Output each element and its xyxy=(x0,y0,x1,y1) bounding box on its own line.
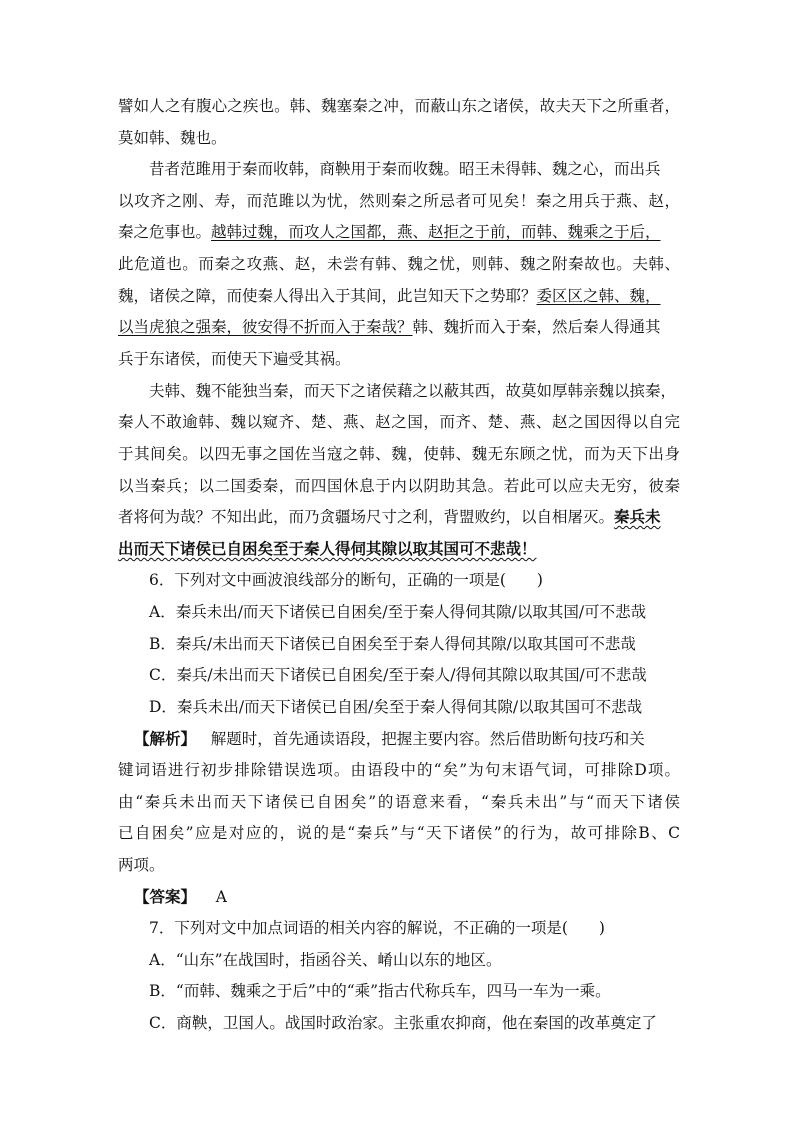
passage-line xyxy=(118,222,680,242)
passage-line: 兵于东诸侯，而使天下遍受其祸。 xyxy=(118,350,351,368)
passage-line: 譬如人之有腹心之疾也。韩、魏塞秦之冲，而蔽山东之诸侯，故夫天下之所重者， xyxy=(118,97,680,115)
passage-line: 以当秦兵；以二国委秦，而四国休息于内以阴助其急。若此可以应夫无穷，彼秦 xyxy=(118,477,680,495)
underlined-sentence: 越韩过魏，而攻人之国都，燕、赵拒之于前，而韩、魏乘之于后， xyxy=(211,223,661,241)
passage-line xyxy=(118,286,680,306)
underlined-sentence: 委区区之韩、魏， xyxy=(536,287,661,305)
passage-line: 莫如韩、魏也。 xyxy=(118,129,227,147)
analysis-tag: 【解析】 xyxy=(134,729,197,748)
analysis-line: 由“秦兵未出而天下诸侯已自困矣”的语意来看，“秦兵未出”与“而天下诸侯 xyxy=(118,793,680,811)
question-6-stem: 6．下列对文中画波浪线部分的断句，正确的一项是( ) xyxy=(149,571,543,589)
answer-line xyxy=(134,887,696,907)
passage-line xyxy=(118,507,680,527)
q6-option-b: B．秦兵/未出而天下诸侯已自困矣至于秦人得伺其隙/以取其国可不悲哉 xyxy=(149,635,636,653)
passage-text: 魏，诸侯之障，而使秦人得出入于其间，此岂知天下之势耶？ xyxy=(118,287,537,305)
passage-line xyxy=(118,317,680,337)
wavy-underlined-text: 秦兵未 xyxy=(614,507,661,526)
analysis-line xyxy=(134,729,680,749)
q7-option-c: C．商鞅，卫国人。战国时政治家。主张重农抑商，他在秦国的改革奠定了 xyxy=(149,1014,657,1032)
question-7-stem: 7．下列对文中加点词语的相关内容的解说，不正确的一项是( ) xyxy=(149,919,605,937)
answer-value: A xyxy=(215,888,227,906)
analysis-text: 解题时，首先通读语段，把握主要内容。然后借助断句技巧和关 xyxy=(210,730,645,748)
analysis-line: 两项。 xyxy=(118,856,165,874)
analysis-line: 已自困矣”应是对应的，说的是“秦兵”与“天下诸侯”的行为，故可排除B、C xyxy=(118,824,680,842)
answer-tag: 【答案】 xyxy=(134,887,197,906)
underlined-sentence: 以当虎狼之强秦，彼安得不折而入于秦哉？ xyxy=(118,318,413,336)
analysis-line: 键词语进行初步排除错误选项。由语段中的“矣”为句末语气词，可排除D项。 xyxy=(118,761,680,779)
q7-option-a: A．“山东”在战国时，指函谷关、崤山以东的地区。 xyxy=(149,951,502,969)
passage-line: 秦人不敢逾韩、魏以窥齐、楚、燕、赵之国，而齐、楚、燕、赵之国因得以自完 xyxy=(118,413,680,431)
passage-line: 于其间矣。以四无事之国佐当寇之韩、魏，使韩、魏无东顾之忧，而为天下出身 xyxy=(118,445,680,463)
q6-option-c: C．秦兵/未出而天下诸侯已自困矣/至于秦人/得伺其隙以取其国/可不悲哉 xyxy=(149,666,647,684)
passage-text: 者将何为哉？不知出此，而乃贪疆场尺寸之利，背盟败约，以自相屠灭。 xyxy=(118,508,615,526)
q6-option-d: D．秦兵未出/而天下诸侯已自困/矣至于秦人得伺其隙/以取其国可不悲哉 xyxy=(149,698,643,716)
passage-line: 此危道也。而秦之攻燕、赵，未尝有韩、魏之忧，则韩、魏之附秦故也。夫韩、 xyxy=(118,255,680,273)
passage-text: 韩、魏折而入于秦，然后秦人得通其 xyxy=(412,318,661,336)
passage-text: 秦之危事也。 xyxy=(118,223,212,241)
passage-line: 以攻齐之刚、寿，而范雎以为忧，然则秦之所忌者可见矣！秦之用兵于燕、赵， xyxy=(118,192,680,210)
passage-line xyxy=(118,539,680,559)
passage-line: 夫韩、魏不能独当秦，而天下之诸侯藉之以蔽其西，故莫如厚韩亲魏以摈秦， xyxy=(149,382,677,400)
wavy-underlined-text: 出而天下诸侯已自困矣至于秦人得伺其隙以取其国可不悲哉！ xyxy=(118,539,537,558)
q7-option-b: B．“而韩、魏乘之于后”中的“乘”指古代称兵车，四马一车为一乘。 xyxy=(149,982,611,1000)
q6-option-a: A．秦兵未出/而天下诸侯已自困矣/至于秦人得伺其隙/以取其国/可不悲哉 xyxy=(149,603,647,621)
passage-line: 昔者范雎用于秦而收韩，商鞅用于秦而收魏。昭王未得韩、魏之心，而出兵 xyxy=(149,160,661,178)
